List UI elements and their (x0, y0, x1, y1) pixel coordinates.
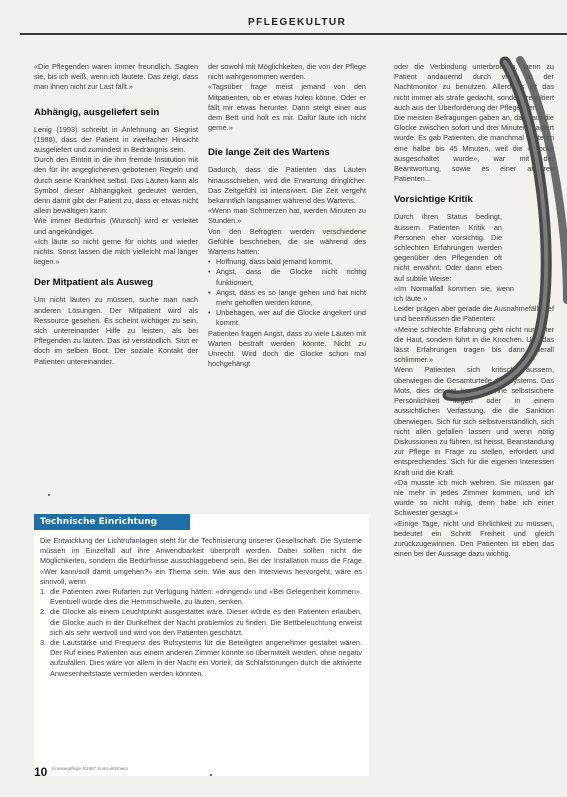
quote: «Im Normalfall kommen sie, wenn ich läute.» (394, 283, 514, 304)
list-item (40, 638, 362, 679)
quote-intro: «Die Pflegenden waren immer freundlich. Sagten sie, bis ich weiß, wenn ich läutete. Das zeigt, dass man ihnen nicht zur Last fällt.» (34, 62, 198, 92)
paragraph: Patienten fragen Angst, dass zu viele Läuten mit Warten bestraft werden könnte. Nicht zu Unrecht. Wird doch die Glocke schon mal hochgehängt (208, 328, 366, 369)
column-3 (394, 62, 554, 559)
info-box (34, 514, 369, 776)
header-rule (20, 33, 567, 35)
list-text: die Patienten zwei Rufarten zur Verfügung hätten: «dringend» und «Bei Gelegenheit kommen». Eventuell würde dies die Hemmschwelle, zu läuten, senken. (50, 587, 362, 607)
paragraph: Durch ihren Status bedingt, äussern Patienten Kritik an Personen eher vorsichtig. Die schlechten Erfahrungen werden gegenüber den Pflegenden oft nicht erwähnt. Oder dann eben auf subtile Weise: (394, 212, 502, 283)
page-number: 10 (34, 765, 48, 779)
paragraph: Dadurch, dass die Patienten das Läuten hinausschieben, wird die Erwartung dringlicher. Das Zeitgefühl ist intensiviert. Die Zeit vergeht bekanntlich langsamer während des Wartens. (208, 165, 366, 206)
footer-imprint: Krankenpflege 4/1997 Soins infirmiers (52, 766, 129, 771)
paragraph: Durch den Eintritt in die ihm fremde Institution mit den für ihr angeglichenen gebotenen Regeln und durch seine Krankheit selbst. Das Läuten kann als Symbol dieser Abhängigkeit gedeutet werden, denn damit gibt der Patient zu, dass er etwas nicht allein bewältigen kann: (34, 155, 198, 216)
quote: «Wenn man Schmerzen hat, werden Minuten zu Stunden.» (208, 206, 366, 226)
list-item: • Unbehagen, wer auf die Glocke angekert und kommt. (216, 308, 366, 328)
info-box-title: Technische Einrichtung (34, 514, 190, 530)
quote: «Meine schlechte Erfahrung geht nicht nur unter die Haut, sondern führt in die Knochen. Und das lässt Erfahrungen tragen bis dann überall schlimmer.» (394, 324, 554, 365)
paragraph: Um nicht läuten zu müssen, suche man nach anderen Lösungen. Der Mitpatient wird als Ressource gesehen. Es scheint wichtiger zu sein, sich untereinander Hilfe zu leisten, als bei Pflegenden zu läuten. Das ist verständlich. Sitzt er doch im selben Boot. Der soziale Kontakt der Patienten untereinander. (34, 295, 198, 366)
bullet-mark (48, 494, 50, 496)
list-item: • Angst, dass die Glocke nicht richtig funktioniert, (216, 267, 366, 287)
paragraph: oder die Verbindung unterbrochen, wenn zu Patient andauernd durch viele in der Nachtmonitor zu benutzen. Allerdings ist das nicht immer als strafe gedacht, sondern resultiert auch aus der Überforderung der Pflegenden. (394, 62, 554, 112)
info-box-list (40, 587, 362, 679)
feelings-list (208, 257, 366, 328)
heading-kritik: Vorsichtige Kritik (394, 194, 473, 206)
paragraph: Leider prägen aber gerade die Ausnahmefälle tief und beeinflussen die Patienten: (394, 304, 554, 324)
list-item (40, 587, 362, 607)
paragraph: Wenn Patienten sich kritisch äussern, überwiegen die Gesamturteile des Systems. Das Mots, dies der ist kann in ohne selbstsichere Persönlichkeit liegen oder in einem aussichtlichen Verfassung, die die Sanktion überwiegen. Sich für sich selbstverständlich, sich nicht allen gefallen lassen und wenn nötig Diskussionen zu führen, ist heisst, Beanstandung zur Pflege in Frage zu stellen, erfordert und entsprechendes. Sich für die eigenen Interessen Kraft und die Kraft. (394, 365, 554, 477)
list-number: 3. (40, 638, 47, 648)
paragraph: Von den Befragten werden verschiedene Gefühle beschrieben, die sie während des Wartens hatten: (208, 226, 366, 257)
list-text: die Glocke als einem Leuchtpunkt ausgestattet wäre. Dieser würde es den Patienten erlauben, die Glocke auch in der Dunkelheit der Nacht problemlos zu finden. Die Bettbeleuchtung erweist sich als sehr wertvoll und wird von den Patienten geschätzt. (50, 607, 362, 637)
column-2 (208, 62, 366, 369)
paragraph: Lenig (1993) schreibt in Anlehnung an Siegrist (1988), dass der Patient in zweifacher Hinsicht ausgeliefert und zumindest in Bedrängnis sein. (34, 124, 198, 155)
quote: «Tagsüber frage meist jemand von den Mitpatienten, ob er etwas holen könne. Oder er fällt mir etwas herunter. Dann steigt einer aus dem Bett und holt es mir. Dafür läute ich nicht gerne.» (208, 82, 366, 133)
list-item: • Hoffnung, dass bald jemand kommt, (216, 257, 366, 267)
list-text: die Lautstärke und Frequenz des Rufsystems für die Beteiligten angenehmer gestaltet wären. Der Ruf eines Patienten aus einem anderen Zimmer könnte so übermittelt werden, ohne negativ aufzufallen. Dies wäre vor allem in der Nacht ein Vorteil, da Schlafstörungen durch die aktivierte Anwesenheitstaste vermieden werden könnten. (50, 638, 362, 678)
column-1 (34, 62, 198, 367)
paragraph: «Einige Tage, nicht und Ehrlichkeit zu müssen, bedeutet ein Schritt Freiheit und gleich zurückzugewinnen. Den Patienten ist eben das einen bei der Aussage dazu wichtig. (394, 518, 554, 559)
list-item (40, 607, 362, 638)
list-number: 2. (40, 607, 47, 617)
paragraph: Die meisten Befragungen gaben an, dass auf die Glocke zwischen sofort und drei Minuten reagiert wurde. Es gab Patienten, die manchmal warteten eine halbe bis 45 Minuten, weil die «Glocke ausgeschaltet wurde», war mit der Beantwortung, sowie es einer anderen Patienten... (394, 113, 554, 184)
quote: «Ich läute so nicht gerne für nichts und wieder nichts. Sonst lassen die mich vielleicht mal länger liegen.» (34, 236, 198, 267)
paragraph: Wie immer Bedürfnis (Wunsch) wird er verleitet und angekündiget. (34, 216, 198, 236)
section-title: PFLEGEKULTUR (248, 17, 347, 28)
info-box-intro: Die Entwicklung der Lichtrufanlagen steht für die Technisierung unserer Gesellschaft. Die Systeme müssen im Einzelfall auf ihre Anwendbarkeit überprüft werden. Dabei sollten nicht die Möglichkeiten, sondern die Bedürfnisse ausschlaggebend sein. Bei der Installation muss die Frage «Wer kann/soll damit umgehen?» ein Thema sein. Wie aus den Interviews hervorgeht, wäre es sinnvoll, wenn (40, 536, 362, 586)
footer-mark (210, 774, 212, 776)
info-box-body (40, 536, 362, 679)
list-item: • Angst, dass es so lange gehen und hat nicht mehr gehoffen werden könne, (216, 288, 366, 308)
heading-mitpatient: Der Mitpatient als Ausweg (34, 277, 154, 289)
heading-warten: Die lange Zeit des Wartens (208, 147, 330, 159)
heading-abhaengig: Abhängig, ausgeliefert sein (34, 106, 160, 118)
quote: «Da musste ich mich wehren. Sie müssen gar nie mehr in jedes Zimmer kommen, und ich wurde so nicht ruhig, denn habe ich einer Schwester gesagt.» (394, 477, 554, 518)
paragraph: der sowohl mit Möglichkeiten, die von der Pflege nicht wahrgenommen werden. (208, 62, 366, 82)
list-number: 1. (40, 587, 47, 597)
